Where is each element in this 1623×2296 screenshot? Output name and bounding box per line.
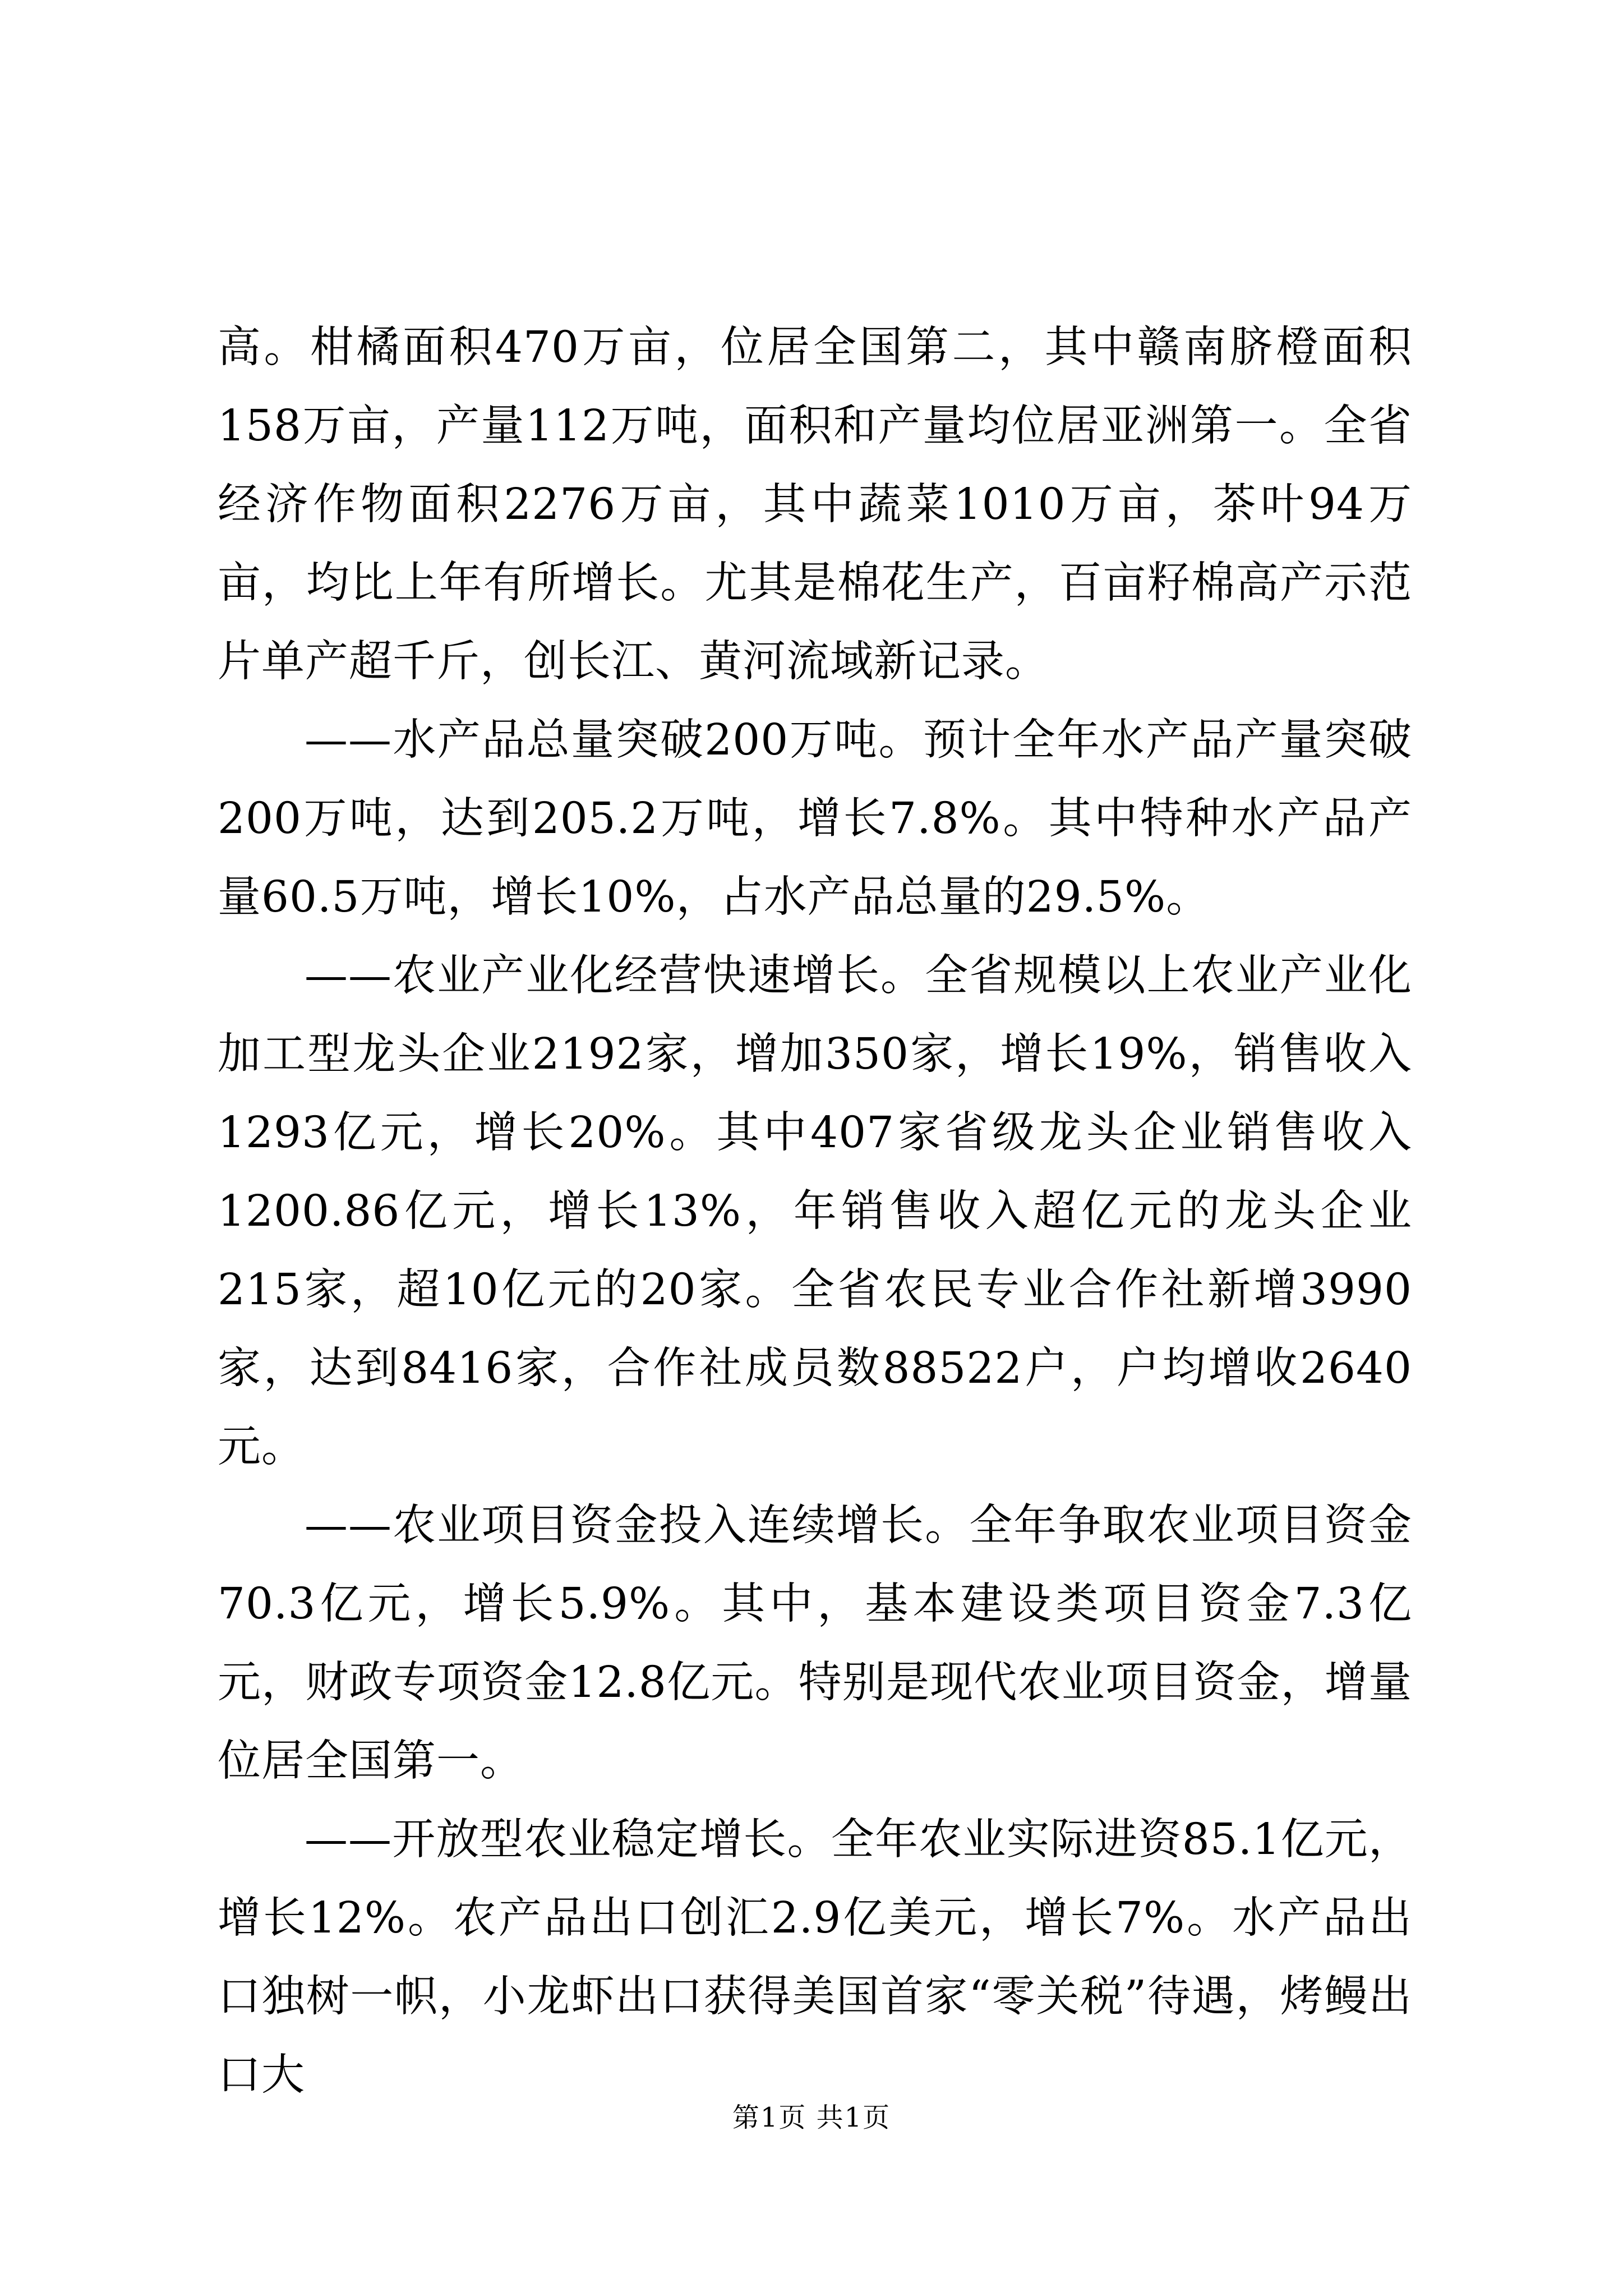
paragraph-aquatic-products: ——水产品总量突破200万吨。预计全年水产品产量突破200万吨，达到205.2万吨，增长7.8%。其中特种水产品产量60.5万吨，增长10%，占水产品总量的29.5%。 xyxy=(218,715,1412,922)
document-body xyxy=(218,309,1412,2115)
page-footer: 第1页 共1页 xyxy=(732,2102,891,2133)
paragraph-open-agriculture: ——开放型农业稳定增长。全年农业实际进资85.1亿元，增长12%。农产品出口创汇2.9亿美元，增长7%。水产品出口独树一帜，小龙虾出口获得美国首家“零关税”待遇，烤鳗出口大 xyxy=(218,1815,1412,2100)
paragraph-project-funding: ——农业项目资金投入连续增长。全年争取农业项目资金70.3亿元，增长5.9%。其中，基本建设类项目资金7.3亿元，财政专项资金12.8亿元。特别是现代农业项目资金，增量位居全国第一。 xyxy=(218,1501,1412,1786)
paragraph-citrus-and-cash-crops: 高。柑橘面积470万亩，位居全国第二，其中赣南脐橙面积158万亩，产量112万吨，面积和产量均位居亚洲第一。全省经济作物面积2276万亩，其中蔬菜1010万亩，茶叶94万亩，均比上年有所增长。尤其是棉花生产，百亩籽棉高产示范片单产超千斤，创长江、黄河流域新记录。 xyxy=(218,323,1412,687)
paragraph-agricultural-industrialization: ——农业产业化经营快速增长。全省规模以上农业产业化加工型龙头企业2192家，增加350家，增长19%，销售收入1293亿元，增长20%。其中407家省级龙头企业销售收入1200.86亿元，增长13%，年销售收入超亿元的龙头企业215家，超10亿元的20家。全省农民专业合作社新增3990家，达到8416家，合作社成员数88522户，户均增收2640元。 xyxy=(218,951,1412,1472)
